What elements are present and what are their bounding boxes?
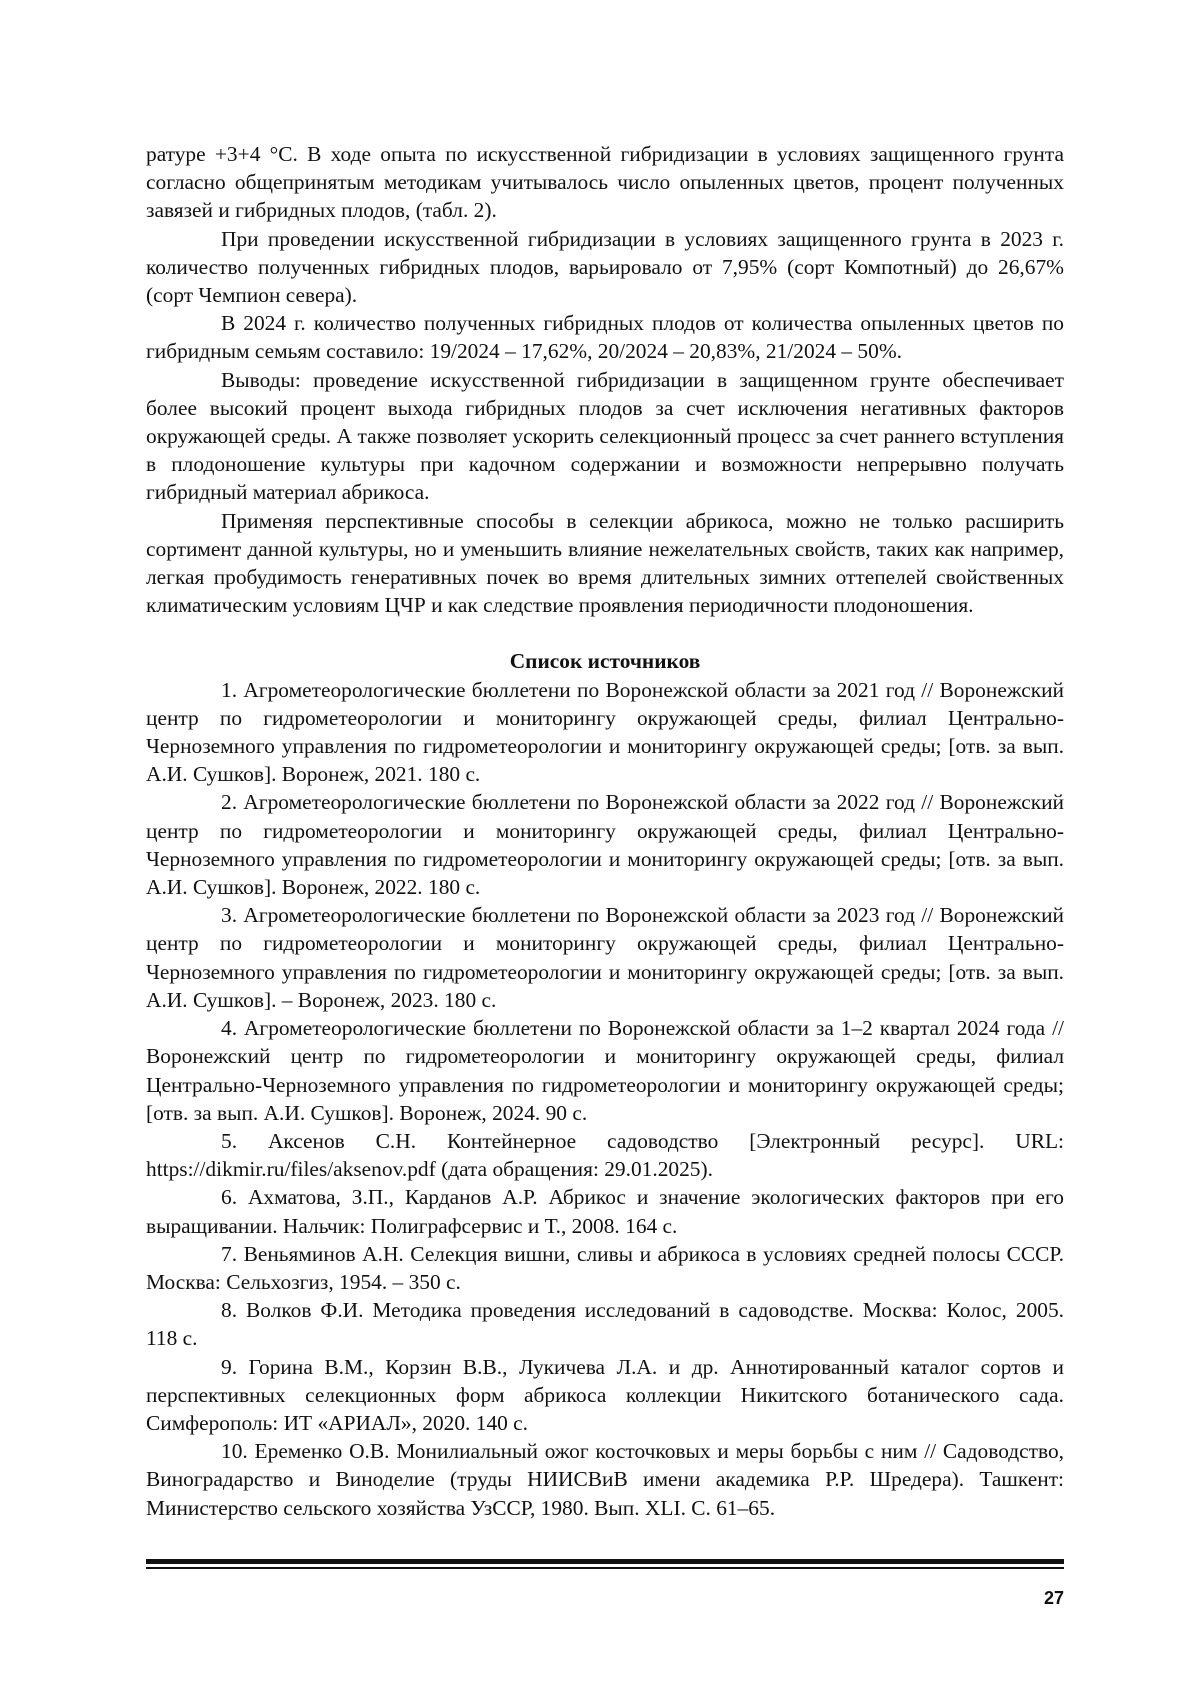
paragraph-conclusions: Выводы: проведение искусственной гибридизации в защищенном грунте обеспечивает более высокий процент выхода гибридных плодов за счет исключения негативных факторов окружающей среды. А также позволяет ускорить селекционный процесс за счет раннего вступления в плодоношение культуры при кадочном содержании и возможности непрерывно получать гибридный материал абрикоса.: [146, 367, 1064, 505]
reference-item: 10. Еременко О.В. Монилиальный ожог косточковых и меры борьбы с ним // Садоводство, Виноградарство и Виноделие (труды НИИСВиВ имени академика Р.Р. Шредера). Ташкент: Министерство сельского хозяйства УзССР, 1980. Вып. XLI. С. 61–65.: [146, 1439, 1064, 1520]
paragraph-continuation: ратуре +3+4 °С. В ходе опыта по искусственной гибридизации в условиях защищенного грунта согласно общепринятым методикам учитывалось число опыленных цветов, процент полученных завязей и гибридных плодов, (табл. 2).: [146, 142, 1064, 223]
page-body: [146, 140, 1064, 1522]
reference-item: 3. Агрометеорологические бюллетени по Воронежской области за 2023 год // Воронежский центр по гидрометеорологии и мониторингу окружающей среды, филиал Центрально-Черноземного управления по гидрометеорологии и мониторингу окружающей среды; [отв. за вып. А.И. Сушков]. – Воронеж, 2023. 180 с.: [146, 903, 1064, 1012]
paragraph-hybridization-2024: В 2024 г. количество полученных гибридных плодов от количества опыленных цветов по гибридным семьям составило: 19/2024 – 17,62%, 20/2024 – 20,83%, 21/2024 – 50%.: [146, 311, 1064, 364]
reference-item: 4. Агрометеорологические бюллетени по Воронежской области за 1–2 квартал 2024 года // Воронежский центр по гидрометеорологии и мониторингу окружающей среды, филиал Центрально-Черноземного управления по гидрометеорологии и мониторингу окружающей среды; [отв. за вып. А.И. Сушков]. Воронеж, 2024. 90 с.: [146, 1016, 1064, 1125]
footer-rule-thin: [146, 1567, 1064, 1569]
paragraph-hybridization-2023: При проведении искусственной гибридизации в условиях защищенного грунта в 2023 г. количество полученных гибридных плодов, варьировало от 7,95% (сорт Компотный) до 26,67% (сорт Чемпион севера).: [146, 226, 1064, 308]
footer-rule-thick: [146, 1559, 1064, 1564]
reference-item: 5. Аксенов С.Н. Контейнерное садоводство [Электронный ресурс]. URL: https://dikmir.ru/files/aksenov.pdf (дата обращения: 29.01.2025).: [146, 1128, 1064, 1182]
references-list: [146, 676, 1064, 1522]
reference-item: 7. Веньяминов А.Н. Селекция вишни, сливы и абрикоса в условиях средней полосы СССР. Москва: Сельхозгиз, 1954. – 350 с.: [146, 1241, 1064, 1294]
reference-item: 6. Ахматова, З.П., Карданов А.Р. Абрикос и значение экологических факторов при его выращивании. Нальчик: Полиграфсервис и Т., 2008. 164 с.: [146, 1185, 1064, 1238]
reference-item: 1. Агрометеорологические бюллетени по Воронежской области за 2021 год // Воронежский центр по гидрометеорологии и мониторингу окружающей среды, филиал Центрально-Черноземного управления по гидрометеорологии и мониторингу окружающей среды; [отв. за вып. А.И. Сушков]. Воронеж, 2021. 180 с.: [146, 677, 1064, 787]
reference-item: 2. Агрометеорологические бюллетени по Воронежской области за 2022 год // Воронежский центр по гидрометеорологии и мониторингу окружающей среды, филиал Центрально-Черноземного управления по гидрометеорологии и мониторингу окружающей среды; [отв. за вып. А.И. Сушков]. Воронеж, 2022. 180 с.: [146, 790, 1064, 900]
page-number: 27: [1043, 1588, 1064, 1608]
reference-item: 8. Волков Ф.И. Методика проведения исследований в садоводстве. Москва: Колос, 2005. 118 с.: [146, 1298, 1064, 1351]
reference-item: 9. Горина В.М., Корзин В.В., Лукичева Л.А. и др. Аннотированный каталог сортов и перспективных селекционных форм абрикоса коллекции Никитского ботанического сада. Симферополь: ИТ «АРИАЛ», 2020. 140 с.: [146, 1354, 1064, 1435]
paragraph-prospects: Применяя перспективные способы в селекции абрикоса, можно не только расширить сортимент данной культуры, но и уменьшить влияние нежелательных свойств, таких как например, легкая пробудимость генеративных почек во время длительных зимних оттепелей свойственных климатическим условиям ЦЧР и как следствие проявления периодичности плодоношения.: [146, 508, 1064, 618]
references-heading: Список источников: [509, 649, 701, 674]
